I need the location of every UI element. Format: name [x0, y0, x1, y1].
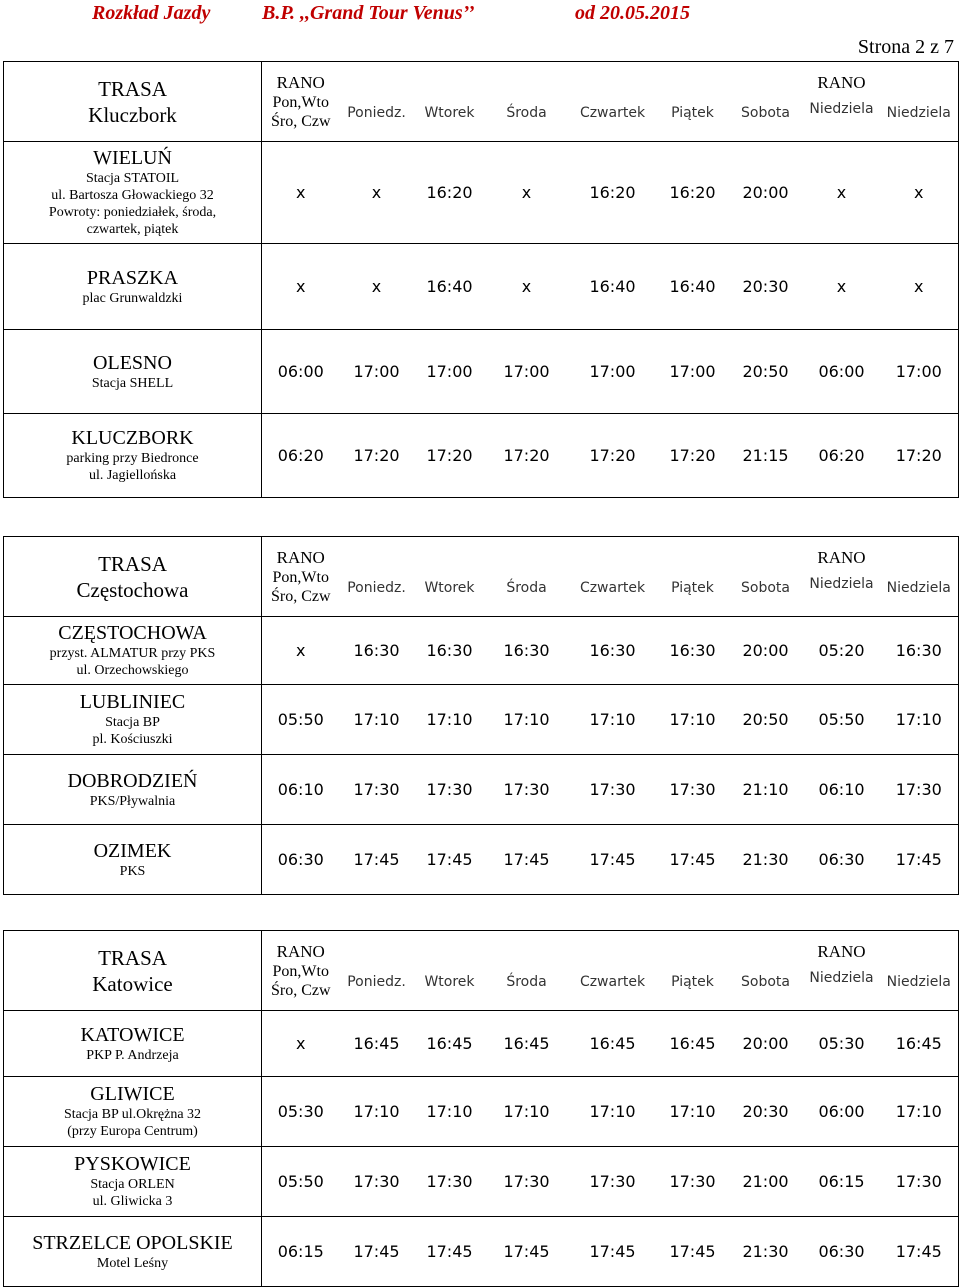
day-label: Niedziela [886, 104, 951, 121]
stop-name: KATOWICE [80, 1023, 185, 1046]
table-row [4, 1077, 959, 1147]
stop-name: GLIWICE [90, 1083, 175, 1105]
day-label: Niedziela [809, 575, 874, 592]
rano-label: RANO [817, 547, 866, 567]
stop-cell [4, 330, 262, 414]
departure-time: 17:00 [486, 330, 568, 414]
column-header-day [880, 537, 959, 617]
stop-detail: PKP P. Andrzeja [86, 1047, 179, 1063]
route-name: Częstochowa [76, 577, 189, 602]
day-label: Poniedz. [347, 104, 406, 121]
stop-detail: Stacja BP ul.Okrężna 32 [63, 1107, 202, 1122]
page-number: Strona 2 z 7 [857, 36, 954, 58]
departure-time: 20:00 [728, 1011, 804, 1077]
day-label: Wtorek [424, 104, 475, 121]
departure-time: x [262, 1011, 340, 1077]
departure-time: 06:10 [804, 755, 880, 825]
departure-time: 17:20 [340, 414, 414, 498]
stop-name: OLESNO [93, 351, 172, 374]
departure-time: x [880, 142, 959, 244]
departure-time: 17:00 [568, 330, 658, 414]
departure-time: 17:45 [414, 825, 486, 895]
departure-time: 17:45 [568, 825, 658, 895]
departure-time: 17:30 [486, 755, 568, 825]
stop-detail: (przy Europa Centrum) [67, 1124, 198, 1139]
column-header-day [340, 62, 414, 142]
rano-label: RANO [817, 941, 866, 961]
day-label: Czwartek [579, 973, 646, 990]
route-label: TRASA [98, 76, 167, 101]
departure-time: 17:30 [658, 755, 728, 825]
day-label: Sobota [741, 973, 790, 990]
stop-cell [4, 755, 262, 825]
departure-time: x [880, 244, 959, 330]
stop-detail: ul. Orzechowskiego [76, 663, 189, 678]
column-header-day [568, 62, 658, 142]
departure-time: 16:45 [486, 1011, 568, 1077]
departure-time: 17:30 [340, 1147, 414, 1217]
day-label: Niedziela [886, 579, 951, 596]
departure-time: 21:30 [728, 825, 804, 895]
departure-time: 16:20 [658, 142, 728, 244]
departure-time: 17:30 [880, 1147, 959, 1217]
stop-detail: Powroty: poniedziałek, środa, [48, 205, 217, 220]
column-header-day [658, 62, 728, 142]
departure-time: 16:30 [486, 617, 568, 685]
table-row [4, 414, 959, 498]
day-label: Czwartek [579, 579, 646, 596]
departure-time: 17:45 [414, 1217, 486, 1287]
departure-time: 16:30 [568, 617, 658, 685]
stop-name: CZĘSTOCHOWA [58, 622, 207, 644]
departure-time: 17:45 [486, 1217, 568, 1287]
departure-time: 17:10 [880, 1077, 959, 1147]
column-header-day [658, 537, 728, 617]
column-header-day [804, 931, 880, 1011]
table-row [4, 825, 959, 895]
departure-time: 21:10 [728, 755, 804, 825]
departure-time: 06:30 [804, 825, 880, 895]
departure-time: x [486, 142, 568, 244]
rano-label: RANO [276, 72, 325, 92]
stop-detail: parking przy Biedronce [66, 451, 199, 466]
departure-time: 21:00 [728, 1147, 804, 1217]
column-header-day [804, 537, 880, 617]
stop-detail: przyst. ALMATUR przy PKS [49, 646, 216, 661]
stop-detail: Motel Leśny [96, 1255, 169, 1271]
column-header-day [804, 62, 880, 142]
departure-time: 17:45 [880, 1217, 959, 1287]
departure-time: 17:00 [880, 330, 959, 414]
stop-name: STRZELCE OPOLSKIE [32, 1231, 233, 1254]
departure-time: 17:10 [414, 685, 486, 755]
company-name: B.P. ,,Grand Tour Venus’’ [262, 2, 475, 24]
departure-time: 16:45 [658, 1011, 728, 1077]
column-header-day [728, 62, 804, 142]
day-label: Piątek [671, 973, 714, 990]
route-name: Katowice [92, 971, 173, 996]
day-label: Wtorek [424, 579, 475, 596]
departure-time: x [262, 142, 340, 244]
stop-name: PRASZKA [86, 266, 179, 289]
departure-time: 17:30 [658, 1147, 728, 1217]
departure-time: 17:00 [414, 330, 486, 414]
column-header-day [880, 62, 959, 142]
route-table [3, 536, 959, 895]
departure-time: 17:45 [568, 1217, 658, 1287]
day-label: Piątek [671, 579, 714, 596]
column-header-day [568, 931, 658, 1011]
column-header-day [658, 931, 728, 1011]
departure-time: 16:20 [568, 142, 658, 244]
stop-cell [4, 1147, 262, 1217]
departure-time: x [486, 244, 568, 330]
departure-time: 06:20 [262, 414, 340, 498]
day-label: Sobota [741, 579, 790, 596]
day-label: Piątek [671, 104, 714, 121]
stop-detail: ul. Bartosza Głowackiego 32 [51, 188, 214, 203]
table-row [4, 330, 959, 414]
day-label: Poniedz. [347, 579, 406, 596]
departure-time: 17:30 [568, 755, 658, 825]
departure-time: 17:45 [658, 825, 728, 895]
doc-title: Rozkład Jazdy [92, 2, 211, 24]
column-header-weekdays [262, 931, 340, 1011]
departure-time: 17:30 [880, 755, 959, 825]
departure-time: 06:00 [262, 330, 340, 414]
departure-time: 17:45 [340, 825, 414, 895]
column-header-day [340, 931, 414, 1011]
column-header-day [486, 62, 568, 142]
departure-time: 17:10 [658, 685, 728, 755]
column-header-weekdays [262, 62, 340, 142]
departure-time: 17:30 [414, 755, 486, 825]
departure-time: 06:00 [804, 1077, 880, 1147]
departure-time: 16:20 [414, 142, 486, 244]
stop-cell [4, 414, 262, 498]
stop-cell [4, 1217, 262, 1287]
departure-time: 17:00 [658, 330, 728, 414]
table-row [4, 685, 959, 755]
departure-time: 17:10 [486, 685, 568, 755]
weekdays-line-1: Pon,Wto [272, 93, 329, 111]
stop-detail: pl. Kościuszki [92, 732, 173, 747]
column-header-day [414, 62, 486, 142]
day-label: Niedziela [809, 969, 874, 986]
departure-time: 20:30 [728, 244, 804, 330]
departure-time: 20:00 [728, 617, 804, 685]
route-title-cell [4, 537, 262, 617]
day-label: Środa [506, 579, 547, 596]
weekdays-line-2: Śro, Czw [270, 112, 331, 130]
column-header-day [340, 537, 414, 617]
departure-time: 20:50 [728, 685, 804, 755]
departure-time: 17:45 [880, 825, 959, 895]
departure-time: 16:40 [568, 244, 658, 330]
stop-cell [4, 825, 262, 895]
weekdays-line-1: Pon,Wto [272, 568, 329, 586]
route-label: TRASA [98, 551, 167, 576]
departure-time: 17:10 [658, 1077, 728, 1147]
departure-time: 05:30 [804, 1011, 880, 1077]
departure-time: 06:10 [262, 755, 340, 825]
departure-time: 17:20 [658, 414, 728, 498]
weekdays-line-2: Śro, Czw [270, 587, 331, 605]
departure-time: 05:20 [804, 617, 880, 685]
day-label: Wtorek [424, 973, 475, 990]
day-label: Czwartek [579, 104, 646, 121]
rano-label: RANO [817, 72, 866, 92]
weekdays-line-1: Pon,Wto [272, 962, 329, 980]
table-row [4, 244, 959, 330]
column-header-day [486, 537, 568, 617]
document-header [0, 2, 960, 30]
stop-detail: Stacja STATOIL [85, 171, 180, 186]
stop-detail: Stacja SHELL [91, 375, 174, 391]
departure-time: 20:50 [728, 330, 804, 414]
departure-time: 16:45 [880, 1011, 959, 1077]
stop-detail: Stacja BP [105, 715, 160, 730]
table-row [4, 755, 959, 825]
departure-time: x [340, 142, 414, 244]
departure-time: 05:30 [262, 1077, 340, 1147]
departure-time: 16:30 [340, 617, 414, 685]
departure-time: 17:20 [568, 414, 658, 498]
departure-time: 17:10 [880, 685, 959, 755]
departure-time: 17:45 [658, 1217, 728, 1287]
departure-time: 06:30 [262, 825, 340, 895]
stop-name: KLUCZBORK [71, 427, 194, 449]
table-row [4, 1147, 959, 1217]
departure-time: 17:30 [414, 1147, 486, 1217]
departure-time: 06:15 [262, 1217, 340, 1287]
day-label: Środa [506, 104, 547, 121]
stop-cell [4, 1011, 262, 1077]
rano-label: RANO [276, 547, 325, 567]
departure-time: 16:40 [414, 244, 486, 330]
departure-time: 17:10 [340, 1077, 414, 1147]
route-label: TRASA [98, 945, 167, 970]
table-row [4, 1011, 959, 1077]
departure-time: 17:00 [340, 330, 414, 414]
departure-time: x [340, 244, 414, 330]
departure-time: 06:20 [804, 414, 880, 498]
stop-name: DOBRODZIEŃ [67, 769, 198, 792]
column-header-day [728, 931, 804, 1011]
stop-detail: ul. Jagiellońska [88, 468, 177, 483]
day-label: Niedziela [886, 973, 951, 990]
stop-detail: ul. Gliwicka 3 [92, 1194, 173, 1209]
departure-time: 17:30 [568, 1147, 658, 1217]
departure-time: 17:10 [340, 685, 414, 755]
departure-time: 16:30 [658, 617, 728, 685]
column-header-day [486, 931, 568, 1011]
departure-time: 06:30 [804, 1217, 880, 1287]
departure-time: 06:15 [804, 1147, 880, 1217]
departure-time: 17:20 [486, 414, 568, 498]
stop-detail: czwartek, piątek [86, 222, 179, 237]
day-label: Sobota [741, 104, 790, 121]
stop-cell [4, 244, 262, 330]
stop-name: OZIMEK [93, 839, 172, 862]
departure-time: 17:45 [340, 1217, 414, 1287]
departure-time: 16:30 [880, 617, 959, 685]
departure-time: 16:45 [414, 1011, 486, 1077]
day-label: Poniedz. [347, 973, 406, 990]
departure-time: x [804, 244, 880, 330]
column-header-weekdays [262, 537, 340, 617]
day-label: Środa [506, 973, 547, 990]
weekdays-line-2: Śro, Czw [270, 981, 331, 999]
stop-name: WIELUŃ [93, 147, 172, 169]
table-row [4, 617, 959, 685]
departure-time: 05:50 [262, 1147, 340, 1217]
departure-time: 17:10 [414, 1077, 486, 1147]
departure-time: 17:10 [568, 1077, 658, 1147]
departure-time: 16:45 [568, 1011, 658, 1077]
table-row [4, 142, 959, 244]
departure-time: x [262, 617, 340, 685]
route-title-cell [4, 931, 262, 1011]
column-header-day [880, 931, 959, 1011]
column-header-day [414, 931, 486, 1011]
departure-time: x [262, 244, 340, 330]
departure-time: 17:10 [568, 685, 658, 755]
stop-cell [4, 1077, 262, 1147]
table-row [4, 1217, 959, 1287]
departure-time: 16:30 [414, 617, 486, 685]
stop-cell [4, 685, 262, 755]
departure-time: x [804, 142, 880, 244]
departure-time: 17:30 [340, 755, 414, 825]
departure-time: 20:00 [728, 142, 804, 244]
departure-time: 16:45 [340, 1011, 414, 1077]
departure-time: 05:50 [804, 685, 880, 755]
departure-time: 17:45 [486, 825, 568, 895]
stop-detail: PKS/Pływalnia [89, 793, 176, 809]
valid-from-date: od 20.05.2015 [575, 2, 690, 24]
stop-cell [4, 142, 262, 244]
column-header-day [728, 537, 804, 617]
departure-time: 21:15 [728, 414, 804, 498]
route-title-cell [4, 62, 262, 142]
column-header-day [568, 537, 658, 617]
route-table [3, 930, 959, 1287]
stop-name: LUBLINIEC [79, 691, 186, 713]
stop-cell [4, 617, 262, 685]
route-table [3, 61, 959, 498]
stop-detail: Stacja ORLEN [90, 1177, 175, 1192]
rano-label: RANO [276, 941, 325, 961]
departure-time: 17:30 [486, 1147, 568, 1217]
departure-time: 05:50 [262, 685, 340, 755]
departure-time: 17:10 [486, 1077, 568, 1147]
departure-time: 21:30 [728, 1217, 804, 1287]
stop-name: PYSKOWICE [74, 1153, 191, 1175]
departure-time: 17:20 [880, 414, 959, 498]
day-label: Niedziela [809, 100, 874, 117]
stop-detail: plac Grunwaldzki [82, 290, 183, 306]
column-header-day [414, 537, 486, 617]
departure-time: 16:40 [658, 244, 728, 330]
stop-detail: PKS [119, 863, 146, 879]
route-name: Kluczbork [88, 102, 177, 127]
departure-time: 20:30 [728, 1077, 804, 1147]
departure-time: 06:00 [804, 330, 880, 414]
departure-time: 17:20 [414, 414, 486, 498]
